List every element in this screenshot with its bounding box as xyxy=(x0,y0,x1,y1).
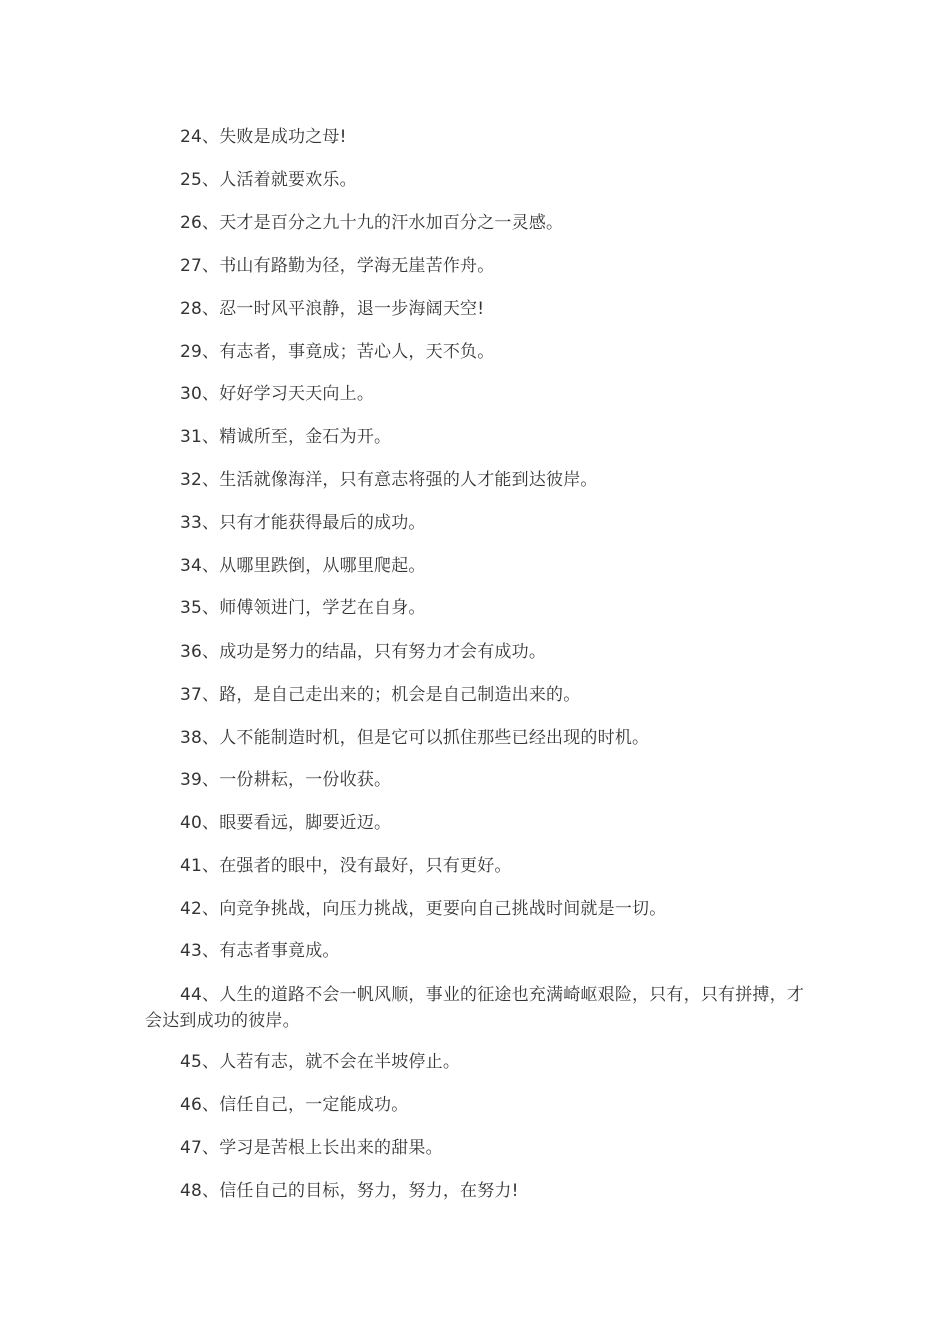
quote-line: 26、天才是百分之九十九的汗水加百分之一灵感。 xyxy=(180,213,564,233)
quote-line: 48、信任自己的目标，努力，努力，在努力! xyxy=(180,1181,519,1201)
quote-line: 33、只有才能获得最后的成功。 xyxy=(180,513,426,533)
quote-line: 27、书山有路勤为径，学海无崖苦作舟。 xyxy=(180,256,495,276)
quote-line: 24、失败是成功之母! xyxy=(180,127,347,147)
quote-line: 43、有志者事竟成。 xyxy=(180,941,340,961)
quote-line: 32、生活就像海洋，只有意志将强的人才能到达彼岸。 xyxy=(180,470,598,490)
quote-line: 44、人生的道路不会一帆风顺，事业的征途也充满崎岖艰险，只有，只有拼搏，才会达到成功的彼岸。 xyxy=(145,985,805,1031)
quote-line: 40、眼要看远，脚要近迈。 xyxy=(180,813,392,833)
quote-line: 31、精诚所至，金石为开。 xyxy=(180,427,392,447)
quote-line: 37、路，是自己走出来的；机会是自己制造出来的。 xyxy=(180,685,581,705)
quote-line: 47、学习是苦根上长出来的甜果。 xyxy=(180,1138,443,1158)
quote-line: 38、人不能制造时机，但是它可以抓住那些已经出现的时机。 xyxy=(180,728,650,748)
quote-line: 46、信任自己，一定能成功。 xyxy=(180,1095,409,1115)
quote-line: 41、在强者的眼中，没有最好，只有更好。 xyxy=(180,856,512,876)
quote-line: 25、人活着就要欢乐。 xyxy=(180,170,357,190)
quote-line: 29、有志者，事竟成；苦心人，天不负。 xyxy=(180,342,495,362)
quote-line: 35、师傅领进门，学艺在自身。 xyxy=(180,598,426,618)
quote-line: 28、忍一时风平浪静，退一步海阔天空! xyxy=(180,299,485,319)
quote-line: 42、向竞争挑战，向压力挑战，更要向自己挑战时间就是一切。 xyxy=(180,899,667,919)
quote-line: 39、一份耕耘，一份收获。 xyxy=(180,770,392,790)
quote-line: 36、成功是努力的结晶，只有努力才会有成功。 xyxy=(180,642,547,662)
quote-line: 34、从哪里跌倒，从哪里爬起。 xyxy=(180,556,426,576)
quote-line: 45、人若有志，就不会在半坡停止。 xyxy=(180,1052,461,1072)
quote-line: 30、好好学习天天向上。 xyxy=(180,384,375,404)
